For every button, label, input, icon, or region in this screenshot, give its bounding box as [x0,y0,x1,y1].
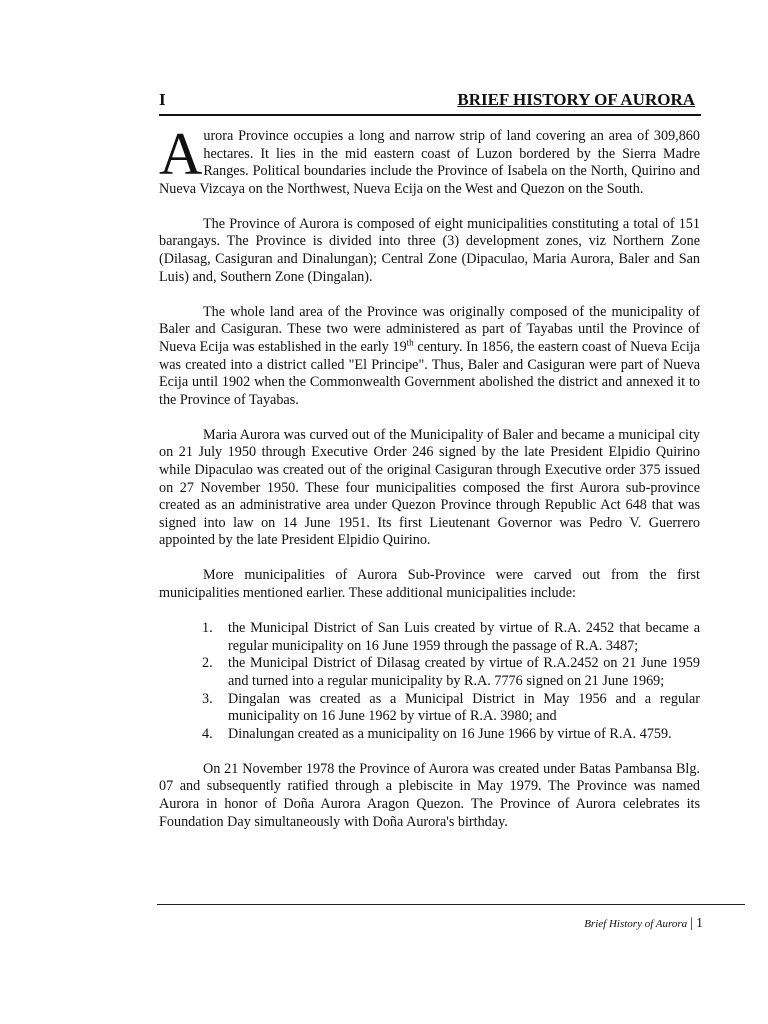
list-item-text: Dinalungan created as a municipality on 16 June 1966 by virtue of R.A. 4759. [228,725,672,742]
paragraph-land-area [159,304,700,410]
superscript-th: th [406,337,414,348]
list-item-text: the Municipal District of Dilasag created by virtue of R.A.2452 on 21 June 1959 and turned into a regular municipality by R.A. 7776 signed on 21 June 1969; [228,655,700,689]
page-footer [584,916,703,932]
paragraph-maria-aurora: Maria Aurora was curved out of the Municipality of Baler and became a municipal city on 21 July 1950 through Executive Order 246 signed by the late President Elpidio Quirino while Dipaculao was created out of the original Casiguran through Executive order 375 issued on 27 November 1950. These four municipalities composed the first Aurora sub-province created as an administrative area under Quezon Province through Republic Act 648 that was signed into law on 14 June 1951. Its first Lieutenant Governor was Pedro V. Guerrero appointed by the late President Elpidio Quirino. [159,426,700,549]
footer-rule [157,904,745,905]
intro-paragraph [159,121,700,198]
list-item-number: 3. [202,690,213,707]
list-item-text: the Municipal District of San Luis created by virtue of R.A. 2452 that became a regular municipality on 16 June 1959 through the passage of R.A. 3487; [228,620,700,654]
chapter-title: BRIEF HISTORY OF AURORA [457,90,695,109]
header-rule [159,114,701,116]
list-item [159,726,700,744]
drop-cap: A [159,121,203,187]
municipalities-list [159,620,700,743]
paragraph-land-area-text-b: century. In 1856, the eastern coast of Nueva Ecija was created into a district called "El Principe". Thus, Baler and Casiguran were part of Nueva Ecija until 1902 when the Commonwealth Government abolished the district and annexed it to the Province of Tayabas. [159,338,700,408]
footer-title: Brief History of Aurora [584,918,688,930]
paragraph-province-creation: On 21 November 1978 the Province of Aurora was created under Batas Pambansa Blg. 07 and subsequently ratified through a plebiscite in May 1979. The Province was named Aurora in honor of Doña Aurora Aragon Quezon. The Province of Aurora celebrates its Foundation Day simultaneously with Doña Aurora's birthday. [159,760,700,830]
paragraph-more-municipalities: More municipalities of Aurora Sub-Province were carved out from the first municipalities mentioned earlier. These additional municipalities include: [159,567,700,602]
list-item [159,655,700,690]
footer-separator: | [690,916,693,931]
document-body [159,121,700,849]
list-item-number: 4. [202,725,213,742]
list-item-text: Dingalan was created as a Municipal District in May 1956 and a regular municipality on 16 June 1962 by virtue of R.A. 3980; and [228,690,700,725]
intro-text: urora Province occupies a long and narrow strip of land covering an area of 309,860 hectares. It lies in the mid eastern coast of Luzon bordered by the Sierra Madre Ranges. Political boundaries include the Province of Isabela on the North, Quirino and Nueva Vizcaya on the Northwest, Nueva Ecija on the West and Quezon on the South. [159,128,700,197]
list-item [159,620,700,655]
list-item [159,691,700,726]
paragraph-land-area-text-a: The whole land area of the Province was originally composed of the municipality of Baler and Casiguran. These two were administered as part of Tayabas until the Province of Nueva Ecija was established in the early 19 [159,303,700,355]
page-header [159,88,701,114]
page-number: 1 [696,916,703,931]
paragraph-municipalities: The Province of Aurora is composed of eight municipalities constituting a total of 151 barangays. The Province is divided into three (3) development zones, viz Northern Zone (Dilasag, Casiguran and Dinalungan); Central Zone (Dipaculao, Maria Aurora, Baler and San Luis) and, Southern Zone (Dingalan). [159,215,700,285]
chapter-number: I [159,90,166,109]
list-item-number: 2. [202,655,213,672]
list-item-number: 1. [202,620,213,637]
